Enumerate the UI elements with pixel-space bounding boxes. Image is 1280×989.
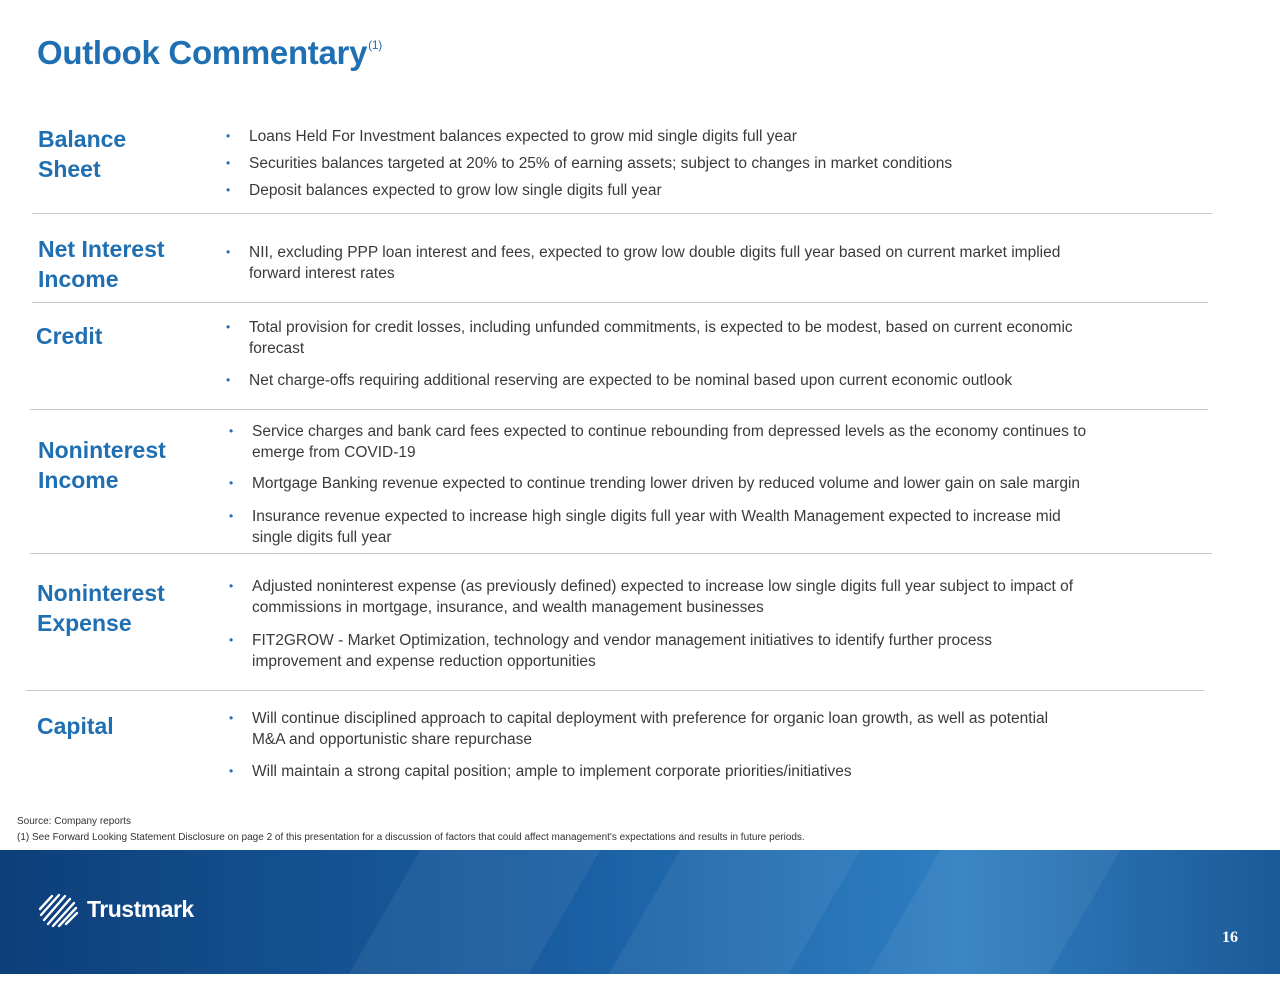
- section-divider: [30, 553, 1212, 554]
- bullet-item: [229, 576, 1239, 618]
- trustmark-globe-icon: [37, 889, 83, 929]
- trustmark-logo: [37, 889, 194, 929]
- label-line: Capital: [37, 713, 114, 739]
- bullet-text: Securities balances targeted at 20% to 25% of earning assets; subject to changes in market conditions: [249, 155, 953, 172]
- bullet-text-continued: forward interest rates: [249, 265, 395, 282]
- bullet-text: Total provision for credit losses, including unfunded commitments, is expected to be modest, based on current economic: [249, 319, 1073, 336]
- label-line: Expense: [37, 610, 132, 636]
- title-footnote-marker: (1): [368, 38, 382, 52]
- section-label-noninterest-income: [38, 435, 218, 495]
- bullet-text: Mortgage Banking revenue expected to continue trending lower driven by reduced volume and lower gain on sale margin: [252, 475, 1081, 492]
- bullet-item: [226, 370, 1236, 391]
- bullet-text: Will maintain a strong capital position; ample to implement corporate priorities/initiatives: [252, 763, 852, 780]
- bullet-text: Deposit balances expected to grow low single digits full year: [249, 182, 662, 199]
- disclosure-footnote: (1) See Forward Looking Statement Disclosure on page 2 of this presentation for a discussion of factors that could affect management's expectations and results in future periods.: [17, 832, 805, 843]
- bullet-text-continued: emerge from COVID-19: [252, 444, 416, 461]
- bullet-text-continued: forecast: [249, 340, 305, 357]
- bullet-text-continued: commissions in mortgage, insurance, and wealth management businesses: [252, 599, 764, 616]
- bullet-text: Net charge-offs requiring additional reserving are expected to be nominal based upon current economic outlook: [249, 372, 1013, 389]
- page-number: 16: [1222, 929, 1238, 946]
- bullet-text: Will continue disciplined approach to capital deployment with preference for organic loan growth, as well as potential: [252, 710, 1049, 727]
- footer-decoration: [836, 850, 1143, 974]
- footer-decoration: [576, 850, 883, 974]
- section-label-credit: [36, 321, 216, 351]
- section-divider: [30, 409, 1208, 410]
- label-line: Net Interest: [38, 236, 165, 262]
- page-title-text: Outlook Commentary: [37, 34, 368, 71]
- bullet-item: [229, 630, 1239, 672]
- bullet-list-capital: [229, 708, 1239, 782]
- bullet-item: [226, 317, 1236, 359]
- bullet-item: [226, 180, 1236, 201]
- bullet-text: FIT2GROW - Market Optimization, technology and vendor management initiatives to identify further process: [252, 632, 993, 649]
- footer-decoration: [316, 850, 623, 974]
- bullet-list-credit: [226, 317, 1236, 391]
- bullet-list-noninterest-income: [229, 421, 1239, 548]
- bullet-text: NII, excluding PPP loan interest and fees, expected to grow low double digits full year based on current market implied: [249, 244, 1061, 261]
- bullet-text: Adjusted noninterest expense (as previously defined) expected to increase low single digits full year subject to impact of: [252, 578, 1074, 595]
- bullet-text: Loans Held For Investment balances expected to grow mid single digits full year: [249, 128, 797, 145]
- label-line: Credit: [36, 323, 103, 349]
- bullet-list-net-interest-income: [226, 242, 1236, 284]
- section-label-net-interest-income: [38, 234, 218, 294]
- bullet-item: [229, 421, 1239, 463]
- section-label-noninterest-expense: [37, 578, 217, 638]
- label-line: Noninterest: [38, 437, 166, 463]
- bullet-item: [226, 126, 1236, 147]
- bullet-item: [226, 153, 1236, 174]
- section-divider: [26, 690, 1204, 691]
- source-note: Source: Company reports: [17, 816, 131, 827]
- bullet-list-balance-sheet: [226, 126, 1236, 201]
- bullet-text: Insurance revenue expected to increase high single digits full year with Wealth Management expected to increase mid: [252, 508, 1061, 525]
- bullet-text-continued: M&A and opportunistic share repurchase: [252, 731, 533, 748]
- section-divider: [32, 213, 1212, 214]
- bullet-text: Service charges and bank card fees expected to continue rebounding from depressed levels as the economy continues to: [252, 423, 1087, 440]
- section-label-capital: [37, 711, 217, 741]
- bullet-item: [229, 708, 1239, 750]
- bullet-text-continued: single digits full year: [252, 529, 392, 546]
- bullet-text-continued: improvement and expense reduction opportunities: [252, 653, 596, 670]
- section-label-balance-sheet: [38, 124, 218, 184]
- bullet-item: [229, 473, 1239, 494]
- bullet-item: [226, 242, 1236, 284]
- bullet-list-noninterest-expense: [229, 576, 1239, 672]
- bullet-item: [229, 506, 1239, 548]
- label-line: Income: [38, 266, 119, 292]
- label-line: Income: [38, 467, 119, 493]
- page-title: [37, 34, 381, 72]
- label-line: Sheet: [38, 156, 101, 182]
- label-line: Noninterest: [37, 580, 165, 606]
- logo-text: Trustmark: [87, 895, 194, 922]
- bullet-item: [229, 761, 1239, 782]
- section-divider: [32, 302, 1208, 303]
- label-line: Balance: [38, 126, 127, 152]
